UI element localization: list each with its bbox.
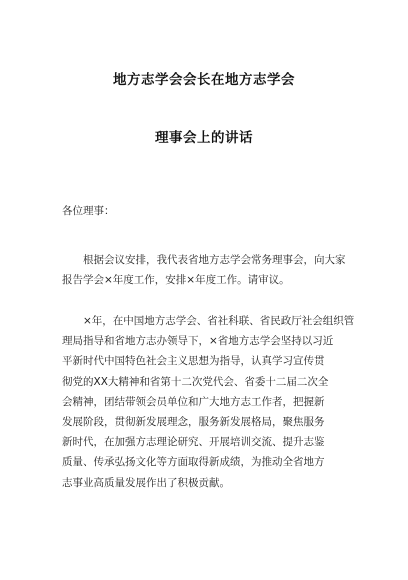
- paragraph-line: 质量、传承弘扬文化等方面取得新成绩，为推动全省地方: [62, 456, 325, 469]
- paragraph-line: 彻党的XX大精神和省第十二次党代会、省委十二届二次全: [62, 375, 329, 388]
- paragraph-2: [62, 311, 355, 493]
- paragraph-line: 会精神，团结带领会员单位和广大地方志工作者，把握新: [62, 395, 325, 408]
- paragraph-line: 理局指导和省地方志办领导下，×省地方志学会坚持以习近: [62, 335, 334, 348]
- paragraph-line: 新时代，在加强方志理论研究、开展培训交流、提升志鉴: [62, 436, 325, 449]
- paragraph-line: 发展阶段，贯彻新发展理念，服务新发展格局，聚焦服务: [62, 415, 325, 428]
- salutation: 各位理事：: [62, 205, 115, 217]
- paragraph-1: [62, 250, 352, 290]
- document-title-line-2: 理事会上的讲话: [155, 130, 253, 146]
- paragraph-line: 志事业高质量发展作出了积极贡献。: [62, 476, 230, 489]
- paragraph-line: 平新时代中国特色社会主义思想为指导，认真学习宣传贯: [62, 355, 325, 368]
- paragraph-line: 报告学会×年度工作，安排×年度工作。请审议。: [62, 274, 290, 287]
- document-title-line-1: 地方志学会会长在地方志学会: [113, 72, 295, 88]
- paragraph-line: 根据会议安排，我代表省地方志学会常务理事会，向大家: [83, 254, 346, 266]
- paragraph-line: ×年，在中国地方志学会、省社科联、省民政厅社会组织管: [83, 315, 355, 327]
